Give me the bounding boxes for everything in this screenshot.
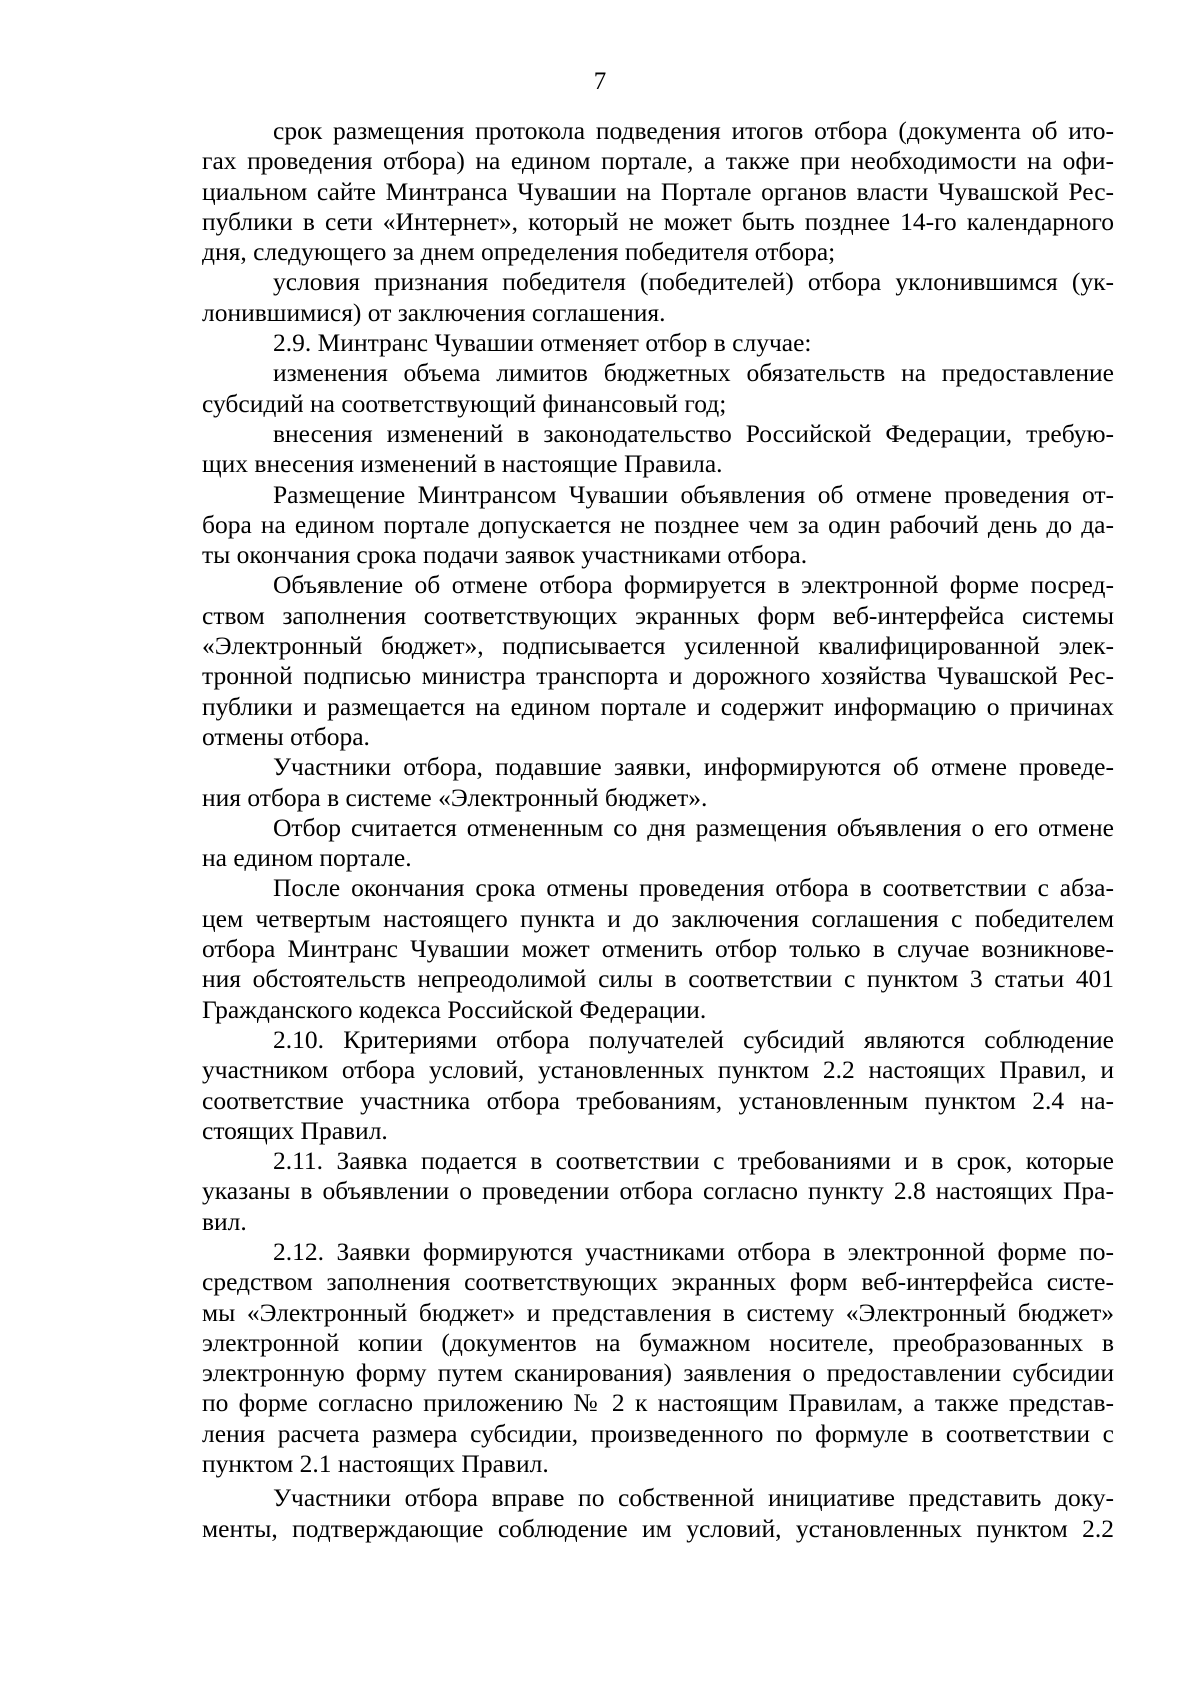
paragraph-line: 2.12. Заявки формируются участниками отбора в электронной форме по- xyxy=(273,1236,1114,1266)
paragraph-line: ния обстоятельств непреодолимой силы в соответствии с пунктом 3 статьи 401 xyxy=(202,964,1114,994)
document-body xyxy=(202,116,1114,1544)
paragraph-line: гах проведения отбора) на едином портале, а также при необходимости на офи- xyxy=(202,146,1114,176)
paragraph-line: Участники отбора, подавшие заявки, информируются об отмене проведе- xyxy=(273,752,1114,782)
paragraph-line: публики в сети «Интернет», который не может быть позднее 14-го календарного xyxy=(202,206,1114,236)
paragraph-line: цем четвертым настоящего пункта и до заключения соглашения с победителем xyxy=(202,903,1114,933)
paragraph-line: «Электронный бюджет», подписывается усиленной квалифицированной элек- xyxy=(202,631,1114,661)
paragraph-line: электронной копии (документов на бумажном носителе, преобразованных в xyxy=(202,1327,1114,1357)
paragraph xyxy=(202,358,1114,419)
paragraph-line: отмены отбора. xyxy=(202,721,370,751)
paragraph xyxy=(202,1025,1114,1146)
paragraph-line: вил. xyxy=(202,1206,247,1236)
paragraph-line: срок размещения протокола подведения итогов отбора (документа об ито- xyxy=(273,116,1114,145)
paragraph xyxy=(202,1237,1114,1479)
paragraph xyxy=(202,873,1114,1024)
paragraph-line: ты окончания срока подачи заявок участниками отбора. xyxy=(202,540,808,570)
paragraph-line: публики и размещается на едином портале и содержит информацию о причинах xyxy=(202,691,1114,721)
paragraph-line: бора на едином портале допускается не позднее чем за один рабочий день до да- xyxy=(202,509,1114,539)
paragraph xyxy=(202,116,1114,267)
paragraph-line: ния отбора в системе «Электронный бюджет». xyxy=(202,782,708,812)
paragraph-line: щих внесения изменений в настоящие Правила. xyxy=(202,449,723,479)
paragraph-line: стоящих Правил. xyxy=(202,1115,388,1145)
paragraph-line: по форме согласно приложению № 2 к настоящим Правилам, а также представ- xyxy=(202,1388,1114,1418)
paragraph-line: 2.11. Заявка подается в соответствии с требованиями и в срок, которые xyxy=(273,1146,1114,1176)
paragraph-line: После окончания срока отмены проведения отбора в соответствии с абза- xyxy=(273,873,1114,903)
paragraph-line: Размещение Минтрансом Чувашии объявления об отмене проведения от- xyxy=(273,479,1114,509)
paragraph-line: тронной подписью министра транспорта и дорожного хозяйства Чувашской Рес- xyxy=(202,661,1114,691)
paragraph xyxy=(202,1483,1114,1544)
paragraph xyxy=(202,570,1114,752)
paragraph-line: дня, следующего за днем определения победителя отбора; xyxy=(202,237,836,267)
paragraph xyxy=(202,813,1114,874)
paragraph-line: Участники отбора вправе по собственной инициативе представить доку- xyxy=(273,1483,1114,1513)
paragraph-line: на едином портале. xyxy=(202,843,412,873)
paragraph xyxy=(202,480,1114,571)
paragraph-line: менты, подтверждающие соблюдение им условий, установленных пунктом 2.2 xyxy=(202,1513,1114,1543)
paragraph xyxy=(202,328,1114,358)
paragraph xyxy=(202,1146,1114,1237)
paragraph-line: условия признания победителя (победителей) отбора уклонившимся (ук- xyxy=(273,267,1114,297)
paragraph-line: соответствие участника отбора требованиям, установленным пунктом 2.4 на- xyxy=(202,1085,1114,1115)
paragraph xyxy=(202,267,1114,328)
page-number: 7 xyxy=(593,68,607,95)
paragraph-line: 2.9. Минтранс Чувашии отменяет отбор в случае: xyxy=(273,328,812,358)
paragraph-line: Гражданского кодекса Российской Федерации. xyxy=(202,994,707,1024)
paragraph-line: средством заполнения соответствующих экранных форм веб-интерфейса систе- xyxy=(202,1267,1114,1297)
paragraph-line: ления расчета размера субсидии, произведенного по формуле в соответствии с xyxy=(202,1418,1114,1448)
paragraph-line: 2.10. Критериями отбора получателей субсидий являются соблюдение xyxy=(273,1024,1114,1054)
paragraph-line: Отбор считается отмененным со дня размещения объявления о его отмене xyxy=(273,812,1114,842)
paragraph xyxy=(202,752,1114,813)
paragraph xyxy=(202,419,1114,480)
paragraph-line: мы «Электронный бюджет» и представления в систему «Электронный бюджет» xyxy=(202,1297,1114,1327)
paragraph-line: лонившимися) от заключения соглашения. xyxy=(202,297,666,327)
paragraph-line: ством заполнения соответствующих экранных форм веб-интерфейса системы xyxy=(202,600,1114,630)
paragraph-line: участником отбора условий, установленных пунктом 2.2 настоящих Правил, и xyxy=(202,1055,1114,1085)
paragraph-line: внесения изменений в законодательство Российской Федерации, требую- xyxy=(273,418,1114,448)
paragraph-line: отбора Минтранс Чувашии может отменить отбор только в случае возникнове- xyxy=(202,934,1114,964)
paragraph-line: пунктом 2.1 настоящих Правил. xyxy=(202,1449,549,1479)
paragraph-line: субсидий на соответствующий финансовый год; xyxy=(202,388,727,418)
paragraph-line: изменения объема лимитов бюджетных обязательств на предоставление xyxy=(273,358,1114,388)
paragraph-line: циальном сайте Минтранса Чувашии на Портале органов власти Чувашской Рес- xyxy=(202,176,1114,206)
paragraph-line: указаны в объявлении о проведении отбора согласно пункту 2.8 настоящих Пра- xyxy=(202,1176,1114,1206)
paragraph-line: электронную форму путем сканирования) заявления о предоставлении субсидии xyxy=(202,1358,1114,1388)
paragraph-line: Объявление об отмене отбора формируется в электронной форме посред- xyxy=(273,570,1114,600)
